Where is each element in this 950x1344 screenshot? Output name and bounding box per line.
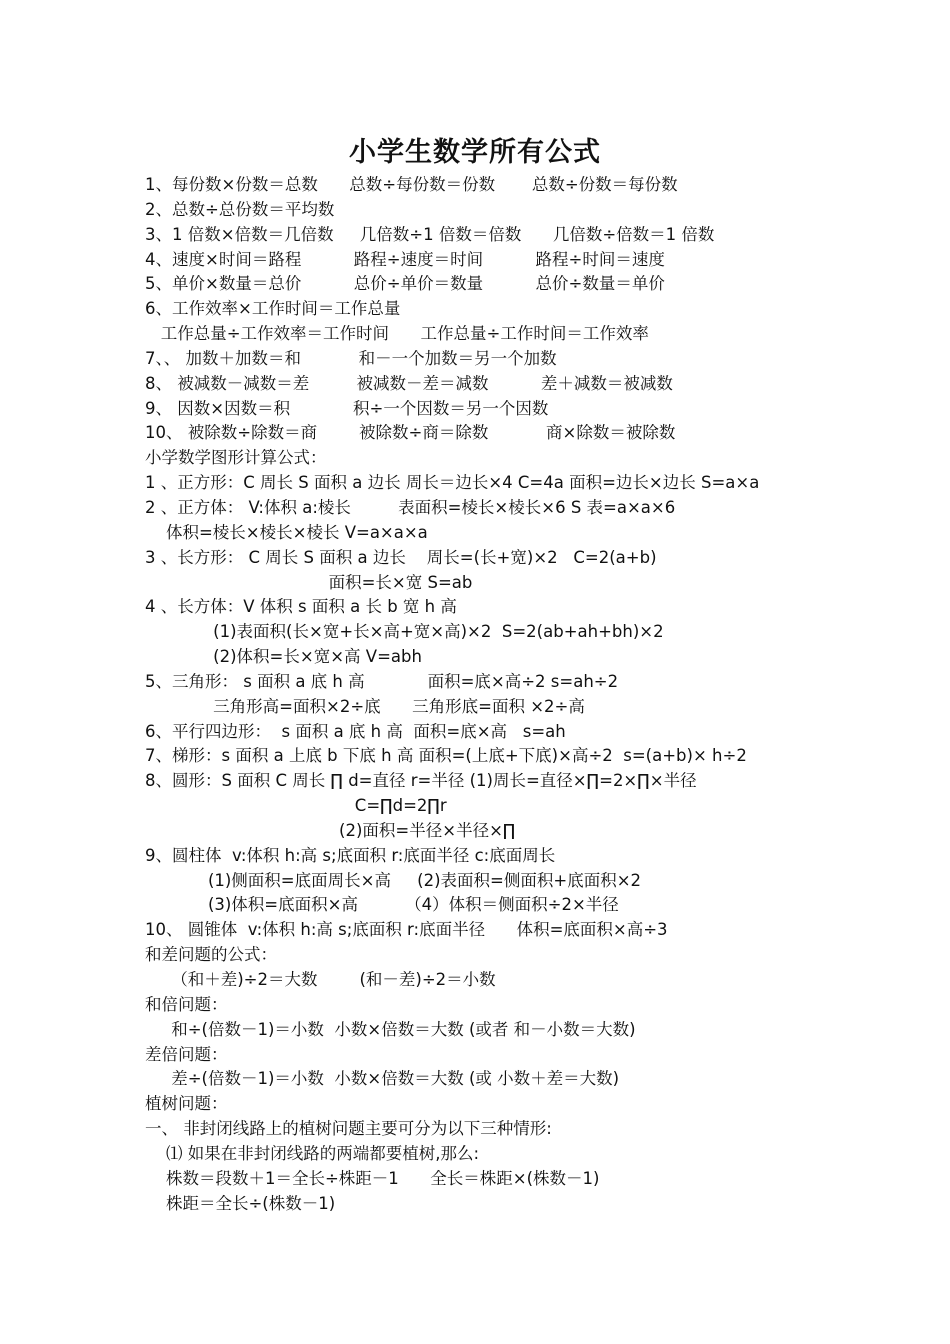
formula-line: 6、平行四边形： s 面积 a 底 h 高 面积=底×高 s=ah xyxy=(145,721,566,741)
formula-line: (2)体积=长×宽×高 V=abh xyxy=(145,647,422,667)
document-title: 小学生数学所有公式 xyxy=(349,137,601,168)
formula-line: 差÷(倍数－1)＝小数 小数×倍数＝大数 (或 小数＋差＝大数) xyxy=(145,1069,620,1089)
formula-line: 4、速度×时间＝路程 路程÷速度＝时间 路程÷时间＝速度 xyxy=(145,249,665,269)
formula-line: 4 、长方体：V 体积 s 面积 a 长 b 宽 h 高 xyxy=(145,597,457,617)
formula-line: 7、、 加数＋加数＝和 和－一个加数＝另一个加数 xyxy=(145,348,557,368)
formula-line: 面积=长×宽 S=ab xyxy=(145,572,473,592)
formula-line: 工作总量÷工作效率＝工作时间 工作总量÷工作时间＝工作效率 xyxy=(145,324,649,344)
formula-line: 2、总数÷总份数＝平均数 xyxy=(145,199,335,219)
formula-line: 体积=棱长×棱长×棱长 V=a×a×a xyxy=(145,522,428,542)
formula-line: 1 、正方形：C 周长 S 面积 a 边长 周长＝边长×4 C=4a 面积=边长×边长 S=a×a xyxy=(145,473,760,493)
formula-line: 9、 因数×因数＝积 积÷一个因数＝另一个因数 xyxy=(145,398,549,418)
formula-line: 5、单价×数量＝总价 总价÷单价＝数量 总价÷数量＝单价 xyxy=(145,274,665,294)
formula-line: 1、每份数×份数＝总数 总数÷每份数＝份数 总数÷份数＝每份数 xyxy=(145,175,678,194)
formula-line: 三角形高=面积×2÷底 三角形底=面积 ×2÷高 xyxy=(145,696,585,716)
formula-line: 10、 圆锥体 v:体积 h:高 s;底面积 r:底面半径 体积=底面积×高÷3 xyxy=(145,920,668,940)
formula-line: 3、1 倍数×倍数＝几倍数 几倍数÷1 倍数＝倍数 几倍数÷倍数＝1 倍数 xyxy=(145,224,715,244)
formula-line: (1)侧面积=底面周长×高 (2)表面积=侧面积+底面积×2 xyxy=(145,870,642,890)
formula-line: 7、梯形：s 面积 a 上底 b 下底 h 高 面积=(上底+下底)×高÷2 s=(a+b)× h÷2 xyxy=(145,746,747,766)
formula-line: 株距＝全长÷(株数－1) xyxy=(145,1193,336,1213)
formula-line: 植树问题： xyxy=(145,1094,228,1114)
formula-line: 6、工作效率×工作时间＝工作总量 xyxy=(145,299,401,319)
formula-line: ⑴ 如果在非封闭线路的两端都要植树,那么: xyxy=(145,1143,480,1163)
formula-line: 和倍问题： xyxy=(145,994,228,1014)
formula-line: 9、圆柱体 v:体积 h:高 s;底面积 r:底面半径 c:底面周长 xyxy=(145,845,556,865)
formula-line: 一、 非封闭线路上的植树问题主要可分为以下三种情形: xyxy=(145,1119,552,1139)
formula-line: (3)体积=底面积×高 （4）体积＝侧面积÷2×半径 xyxy=(145,895,619,915)
formula-line: 5、三角形： s 面积 a 底 h 高 面积=底×高÷2 s=ah÷2 xyxy=(145,671,619,691)
formula-line: 和差问题的公式： xyxy=(145,945,277,965)
formula-line: 小学数学图形计算公式： xyxy=(145,448,327,468)
formula-list xyxy=(145,173,935,1216)
formula-line: (1)表面积(长×宽+长×高+宽×高)×2 S=2(ab+ah+bh)×2 xyxy=(145,622,664,642)
formula-line: 8、圆形：S 面积 C 周长 ∏ d=直径 r=半径 (1)周长=直径×∏=2×∏×半径 xyxy=(145,771,697,791)
formula-line: 差倍问题： xyxy=(145,1044,228,1064)
formula-line: 株数＝段数＋1＝全长÷株距－1 全长＝株距×(株数－1) xyxy=(145,1168,600,1188)
formula-line: C=∏d=2∏r xyxy=(145,796,447,816)
formula-line: 和÷(倍数－1)＝小数 小数×倍数＝大数 (或者 和－小数＝大数) xyxy=(145,1019,636,1039)
formula-line: 3 、长方形： C 周长 S 面积 a 边长 周长=(长+宽)×2 C=2(a+b) xyxy=(145,547,657,567)
formula-line: 10、 被除数÷除数＝商 被除数÷商＝除数 商×除数＝被除数 xyxy=(145,423,676,443)
formula-line: (2)面积=半径×半径×∏ xyxy=(145,820,516,840)
formula-line: 8、 被减数－减数＝差 被减数－差＝减数 差＋减数＝被减数 xyxy=(145,373,673,393)
formula-line: 2 、正方体： V:体积 a:棱长 表面积=棱长×棱长×6 S 表=a×a×6 xyxy=(145,497,676,517)
formula-line: （和＋差)÷2＝大数 (和－差)÷2＝小数 xyxy=(145,970,496,989)
